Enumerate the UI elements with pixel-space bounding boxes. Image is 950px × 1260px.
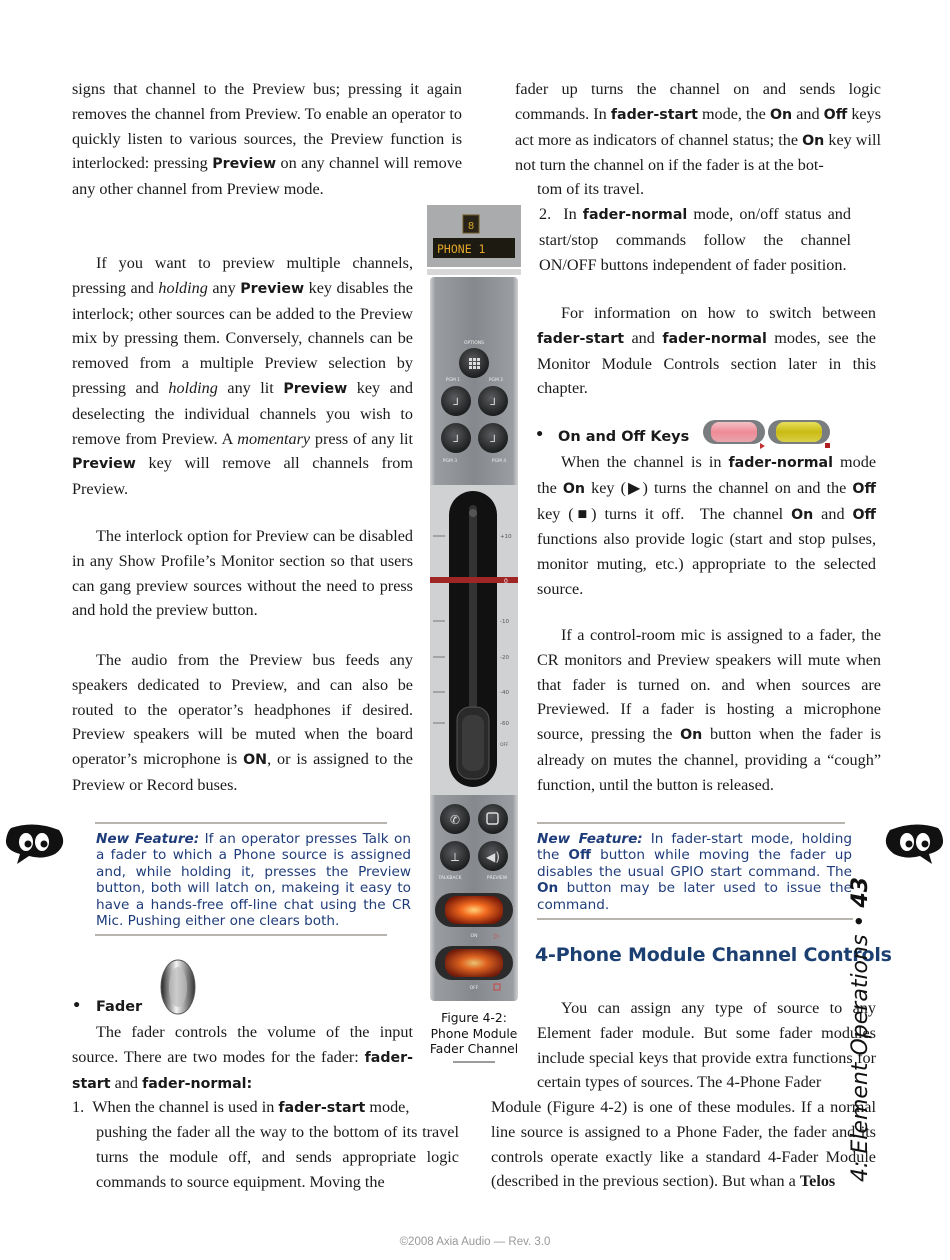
svg-text:⅃: ⅃: [453, 434, 459, 445]
right-paragraph-2: For information on how to switch between fader-start and fader-normal modes, see the Monitor Module Controls section later in this chapter.: [537, 304, 876, 398]
figure-caption-line-2: Phone Module: [430, 1026, 518, 1041]
fader-heading: Fader: [96, 999, 143, 1015]
svg-text:⅃: ⅃: [453, 397, 459, 408]
eyes-icon: [3, 824, 65, 871]
right-paragraph-1: fader up turns the channel on and sends logic commands. In fader-start mode, the On and Off keys act more as indicators of channel status; the On key will not turn the channel on if the fader is at the bot-: [515, 80, 881, 175]
fader-bullet: •: [72, 998, 82, 1014]
left-paragraph-4: The audio from the Preview bus feeds any speakers dedicated to Preview, and can also be routed to the operator’s headphones if desired. Preview speakers will be muted when the board operator’s microphone is ON, or is assigned to the Preview or Record buses.: [72, 651, 413, 794]
right-paragraph-4: If a control-room mic is assigned to a fader, the CR monitors and Preview speakers will mute when that fader is turned on. and when sources are Previewed. If a fader is hosting a microphone source, pressing the On button when the fader is already on mutes the channel, providing a “cough” function, until the button is released.: [537, 626, 881, 794]
note-rule-bottom-left: [95, 934, 387, 936]
svg-text:⅃: ⅃: [490, 434, 496, 445]
right-paragraph-5a: You can assign any type of source to any Element fader module. But some fader modules include special keys that provide extra functions for certain types of sources. The 4-Phone Fader: [537, 999, 876, 1092]
page-number: 43: [848, 876, 873, 908]
svg-text:PREVIEW: PREVIEW: [486, 876, 508, 881]
chapter-sidebar: [848, 877, 873, 1182]
note-rule-bottom-right: [537, 918, 853, 920]
left-paragraph-2: If you want to preview multiple channels, pressing and holding any Preview key disables the interlock; other sources can be added to the Preview mix by pressing them. Conversely, channels can be removed from a multiple Preview selection by pressing and holding any lit Preview key and deselecting the individual channels you wish to remove from Preview. A momentary press of any lit Preview key will remove all channels from Preview.: [72, 254, 413, 499]
note-rule-top-right: [537, 822, 845, 824]
svg-text:ON: ON: [470, 934, 478, 939]
svg-text:✆: ✆: [449, 813, 461, 827]
phone-module-figure: [427, 205, 521, 1001]
svg-text:+10: +10: [500, 534, 512, 540]
onoff-bullet: •: [535, 427, 545, 443]
right-paragraph-3: When the channel is in fader-normal mode the On key (▶) turns the channel on and the Off key (■) turns it off. The channel On and Off functions also provide logic (start and stop pulses, monitor muting, etc.) appropriate to the selected source.: [537, 453, 877, 598]
caption-rule: [453, 1061, 495, 1063]
eyes-icon-right: [884, 824, 946, 871]
svg-text:◀): ◀): [486, 850, 500, 864]
svg-text:-60: -60: [500, 721, 509, 727]
new-feature-note-right: New Feature: In fader-start mode, holding the Off button while moving the fader up disables the usual GPIO start command. The On button may be later used to issue the command.: [537, 831, 852, 913]
svg-text:⟂: ⟂: [450, 850, 460, 864]
note-rule-top-left: [95, 822, 387, 824]
new-feature-note-left: New Feature: If an operator presses Talk on a fader to which a Phone source is assigned and, while holding it, presses the Preview button, both will latch on, makeing it easy to have a hands-free off-line chat using the CR Mic. Pushing either one clears both.: [96, 831, 411, 930]
list-item-2: [539, 202, 851, 277]
list-item-1-rest: pushing the fader all the way to the bottom of its travel turns the module off, and sends appropriate logic commands to source equipment. Moving the: [96, 1123, 459, 1191]
svg-text:PGM 2: PGM 2: [488, 378, 504, 383]
svg-text:▷: ▷: [494, 932, 500, 940]
figure-caption-line-3: Fader Channel: [429, 1042, 519, 1056]
onoff-heading: On and Off Keys: [558, 429, 690, 445]
list-item-1-line-1: 1. When the channel is used in fader-start mode,: [72, 1098, 410, 1116]
svg-text:PGM 4: PGM 4: [491, 459, 507, 464]
svg-text:⅃: ⅃: [490, 397, 496, 408]
footer-copyright: ©2008 Axia Audio — Rev. 3.0: [399, 1236, 551, 1248]
svg-text:-20: -20: [500, 655, 509, 661]
right-paragraph-5b: Module (Figure 4-2) is one of these modules. If a normal line source is assigned to a Phone Fader, the fader and its controls operate exactly like a standard 4-Fader Module (described in the previous section). But whan a Telos: [491, 1098, 876, 1191]
svg-text:0: 0: [504, 578, 508, 585]
svg-text:OFF: OFF: [469, 986, 479, 991]
display-text: PHONE 1: [437, 242, 486, 256]
left-paragraph-5: The fader controls the volume of the input source. There are two modes for the fader: fader-start and fader-normal:: [72, 1023, 413, 1092]
svg-text:OFF: OFF: [500, 743, 509, 748]
list-item-2-text: 2. In fader-normal mode, on/off status and start/stop commands follow the channel ON/OFF buttons independent of fader position.: [539, 205, 851, 274]
section-heading: 4-Phone Module Channel Controls: [535, 944, 892, 966]
svg-text:TALKBACK: TALKBACK: [438, 876, 462, 881]
svg-text:-40: -40: [500, 690, 509, 696]
figure-caption: [421, 1011, 527, 1058]
fader-knob-image: [158, 958, 198, 1023]
svg-text:8: 8: [467, 221, 475, 232]
svg-text:PGM 1: PGM 1: [445, 378, 461, 383]
figure-caption-line-1: Figure 4-2:: [441, 1011, 507, 1025]
left-paragraph-1: signs that channel to the Preview bus; pressing it again removes the channel from Preview. To enable an operator to quickly listen to various sources, the Preview function is interlocked: pressing Preview on any channel will remove any other channel from Preview mode.: [72, 80, 462, 199]
chapter-title: 4: Element Operations •: [848, 907, 873, 1182]
left-paragraph-3: The interlock option for Preview can be disabled in any Show Profile’s Monitor section so that users can gang preview sources without the need to press and hold the preview button.: [72, 527, 413, 620]
svg-text:-10: -10: [500, 619, 509, 625]
svg-text:PGM 3: PGM 3: [442, 459, 458, 464]
right-paragraph-1-tail: tom of its travel.: [537, 180, 644, 198]
svg-text:OPTIONS: OPTIONS: [463, 341, 485, 346]
